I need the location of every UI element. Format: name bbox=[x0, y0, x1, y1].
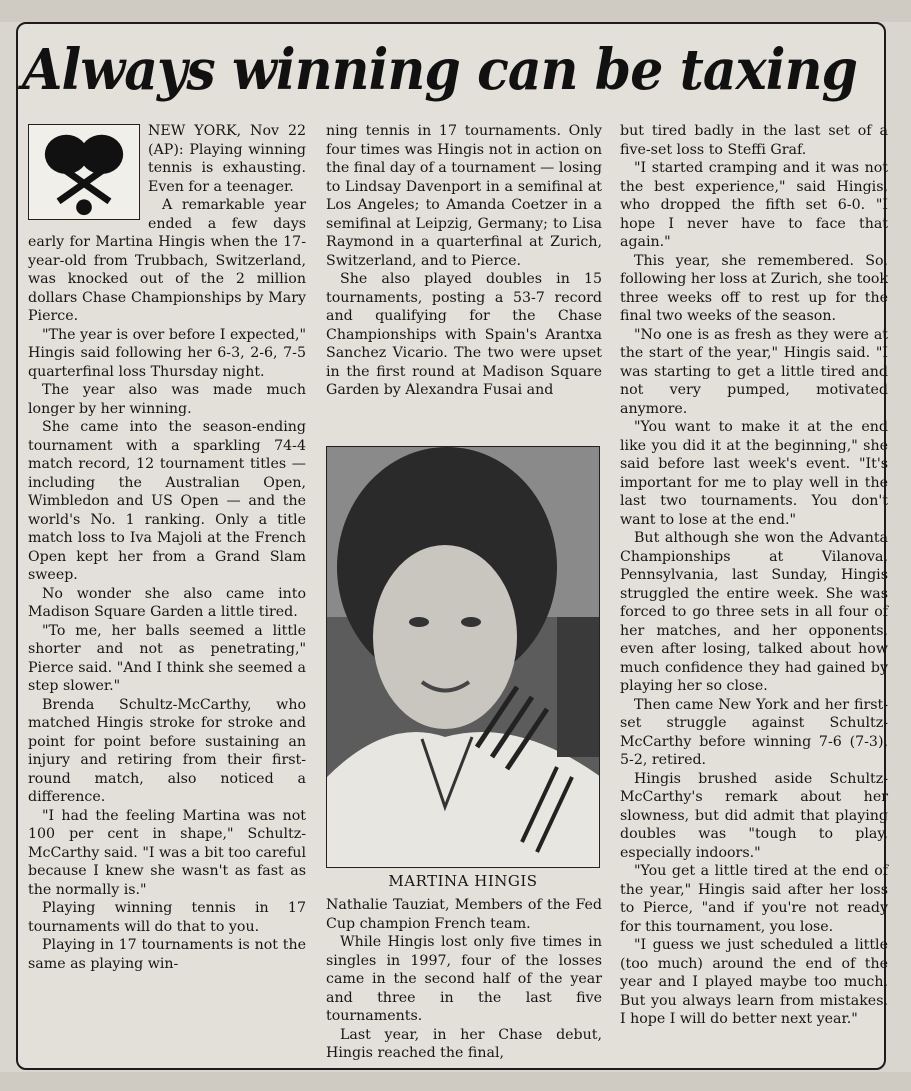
player-portrait-photo bbox=[326, 446, 600, 868]
photo-caption: MARTINA HINGIS bbox=[388, 872, 538, 890]
article-paragraph: A remarkable year ended a few days early for Martina Hingis when the 17-year-old from Trubbach, Switzerland, was knocked out of the 2 million dollars Chase Championships by Mary Pierce. bbox=[28, 197, 306, 324]
page-bottom-margin bbox=[0, 1072, 911, 1091]
headline: Always winning can be taxing bbox=[22, 37, 858, 103]
article-paragraph: "The year is over before I expected," Hingis said following her 6-3, 2-6, 7-5 quarterfinal loss Thursday night. bbox=[28, 326, 306, 380]
column-1 bbox=[28, 122, 306, 973]
column-2-bottom bbox=[326, 896, 602, 1063]
article-paragraph: The year also was made much longer by her winning. bbox=[28, 382, 306, 417]
article-paragraph: Playing in 17 tournaments is not the same as playing win- bbox=[28, 937, 306, 972]
article-paragraph: But although she won the Advanta Championships at Vilanova, Pennsylvania, last Sunday, Hingis struggled the entire week. She was forced to go three sets in all four of her matches, and her opponents, even after losing, talked about how much confidence they had gained by playing her so close. bbox=[620, 530, 888, 694]
article-paragraph: Then came New York and her first-set struggle against Schultz-McCarthy before winning 7-6 (7-3), 5-2, retired. bbox=[620, 696, 888, 768]
page-top-margin bbox=[0, 0, 911, 22]
player-portrait-illustration bbox=[327, 447, 600, 868]
article-paragraph: "No one is as fresh as they were at the start of the year," Hingis said. "I was starting to get a little tired and not very pumped, motivated anymore. bbox=[620, 326, 888, 417]
article-paragraph: Playing winning tennis in 17 tournaments will do that to you. bbox=[28, 900, 306, 935]
article-paragraph: "You get a little tired at the end of the year," Hingis said after her loss to Pierce, "and if you're not ready for this tournament, you lose. bbox=[620, 863, 888, 935]
column-3 bbox=[620, 122, 888, 1029]
article-paragraph: NEW YORK, Nov 22 (AP): Playing winning tennis is exhausting. Even for a teenager. bbox=[148, 123, 306, 195]
article-paragraph: No wonder she also came into Madison Square Garden a little tired. bbox=[28, 585, 306, 620]
article-paragraph: but tired badly in the last set of a five-set loss to Steffi Graf. bbox=[620, 123, 888, 158]
article-paragraph: "I guess we just scheduled a little (too much) around the end of the year and I played maybe too much. But you always learn from mistakes. I hope I will do better next year." bbox=[620, 937, 888, 1027]
article-paragraph: "You want to make it at the end like you did it at the beginning," she said before last week's event. "It's important for me to play well in the last two tournaments. You don't want to lose at the end." bbox=[620, 419, 888, 528]
article-paragraph: She came into the season-ending tournament with a sparkling 74-4 match record, 12 tournament titles — including the Australian Open, Wimbledon and US Open — and the world's No. 1 ranking. Only a title match loss to Iva Majoli at the French Open kept her from a Grand Slam sweep. bbox=[28, 419, 306, 583]
article-paragraph: "I started cramping and it was not the best experience," said Hingis, who dropped the fifth set 6-0. "I hope I never have to face that again." bbox=[620, 160, 888, 250]
article-paragraph: "To me, her balls seemed a little shorter and not as penetrating," Pierce said. "And I think she seemed a step slower." bbox=[28, 622, 306, 694]
article-paragraph: This year, she remembered. So, following her loss at Zurich, she took three weeks off to rest up for the final two weeks of the season. bbox=[620, 252, 888, 324]
article-paragraph: She also played doubles in 15 tournaments, posting a 53-7 record and qualifying for the Chase Championships with Spain's Arantxa Sanchez Vicario. The two were upset in the first round at Madison Square Garden by Alexandra Fusai and bbox=[326, 271, 602, 398]
article-paragraph: While Hingis lost only five times in singles in 1997, four of the losses came in the second half of the year and three in the last five tournaments. bbox=[326, 934, 602, 1024]
dateline: NEW YORK, Nov 22 (AP): bbox=[148, 123, 306, 158]
column-2-top bbox=[326, 122, 602, 400]
article-paragraph: Last year, in her Chase debut, Hingis reached the final, bbox=[326, 1026, 602, 1061]
article-paragraph: Nathalie Tauziat, Members of the Fed Cup champion French team. bbox=[326, 897, 602, 932]
article-paragraph: "I had the feeling Martina was not 100 per cent in shape," Schultz-McCarthy said. "I was a bit too careful because I knew she wasn't as fast as the normally is." bbox=[28, 807, 306, 898]
article-paragraph: ning tennis in 17 tournaments. Only four times was Hingis not in action on the final day of a tournament — losing to Lindsay Davenport in a semifinal at Los Angeles; to Amanda Coetzer in a semifinal at Leipzig, Germany; to Lisa Raymond in a quarterfinal at Zurich, Switzerland, and to Pierce. bbox=[326, 123, 602, 269]
article-paragraph: Brenda Schultz-McCarthy, who matched Hingis stroke for stroke and point for point before sustaining an injury and retiring from their first-round match, also noticed a difference. bbox=[28, 696, 306, 805]
crossed-tennis-rackets-icon bbox=[28, 124, 140, 220]
article-paragraph: Hingis brushed aside Schultz-McCarthy's remark about her slowness, but did admit that playing doubles was "tough to play, especially indoors." bbox=[620, 770, 888, 861]
